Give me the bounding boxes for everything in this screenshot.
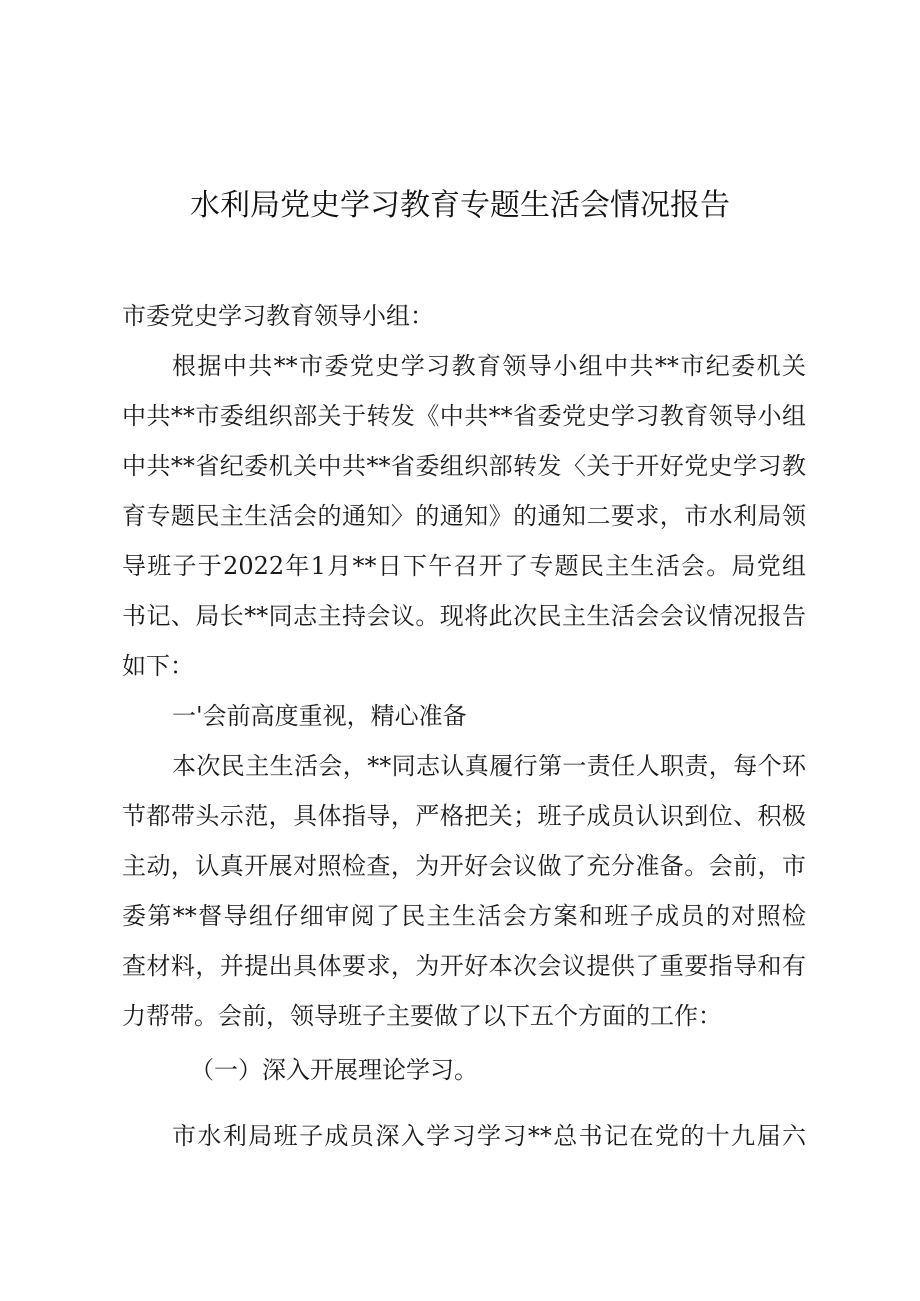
para2-line-2: 节都带头示范，具体指导，严格把关；班子成员认识到位、积极 xyxy=(122,802,806,830)
section-heading-1: 一'会前高度重视，精心准备 xyxy=(172,702,467,730)
para1-line-5: 导班子于2022年1月**日下午召开了专题民主生活会。局党组 xyxy=(122,552,806,580)
para2-line-5: 查材料，并提出具体要求，为开好本次会议提供了重要指导和有 xyxy=(122,952,806,980)
para2-line-3: 主动，认真开展对照检查，为开好会议做了充分准备。会前，市 xyxy=(122,852,806,880)
para1-line-2: 中共**市委组织部关于转发《中共**省委党史学习教育领导小组 xyxy=(122,402,806,430)
para1-line-4: 育专题民主生活会的通知〉的通知》的通知二要求，市水利局领 xyxy=(122,502,806,530)
para2-line-4: 委第**督导组仔细审阅了民主生活会方案和班子成员的对照检 xyxy=(122,902,806,930)
para3-line-1: 市水利局班子成员深入学习学习**总书记在党的十九届六 xyxy=(172,1122,806,1150)
para1-line-7: 如下： xyxy=(122,652,194,680)
para1-line-1: 根据中共**市委党史学习教育领导小组中共**市纪委机关 xyxy=(172,352,806,380)
para2-line-1: 本次民主生活会，**同志认真履行第一责任人职责，每个环 xyxy=(172,752,806,780)
para2-line-6: 力帮带。会前，领导班子主要做了以下五个方面的工作： xyxy=(122,1002,722,1030)
para1-line-6: 书记、局长**同志主持会议。现将此次民主生活会会议情况报告 xyxy=(122,602,806,630)
para1-line-3: 中共**省纪委机关中共**省委组织部转发〈关于开好党史学习教 xyxy=(122,452,806,480)
salutation: 市委党史学习教育领导小组： xyxy=(122,302,434,330)
subsection-heading-1: （一）深入开展理论学习。 xyxy=(190,1056,478,1084)
document-title: 水利局党史学习教育专题生活会情况报告 xyxy=(190,188,730,223)
